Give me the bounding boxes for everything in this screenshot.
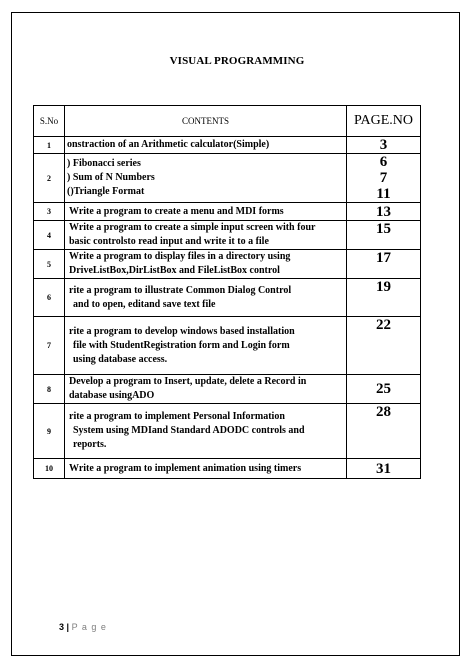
table-header-row [34, 106, 421, 137]
table-row [34, 250, 421, 279]
row-sno: 3 [34, 203, 65, 221]
content-line: database usingADO [69, 390, 155, 401]
row-page-number [347, 404, 421, 459]
header-sno: S.No [34, 106, 65, 137]
page-number: 3 [379, 137, 388, 153]
row-content [65, 404, 347, 459]
page-number: 19 [376, 279, 391, 295]
content-line: file with StudentRegistration form and Login form [73, 339, 290, 351]
content-line: Write a program to implement animation using timers [69, 462, 302, 474]
table-row [34, 375, 421, 404]
table-row [34, 154, 421, 203]
content-line: DriveListBox,DirListBox and FileListBox control [69, 265, 280, 276]
page-number: 28 [376, 404, 391, 420]
page-number: 22 [376, 317, 391, 333]
row-page-number [347, 250, 421, 279]
content-line: System using MDIand Standard ADODC controls and [73, 425, 305, 436]
content-line: rite a program to implement Personal Information [69, 411, 285, 422]
row-page-number [347, 459, 421, 479]
row-page-number [347, 279, 421, 317]
row-content [65, 375, 347, 404]
row-sno: 4 [34, 221, 65, 250]
table-row [34, 459, 421, 479]
content-line: reports. [73, 439, 107, 450]
content-line: ()Triangle Format [67, 186, 145, 197]
row-sno: 6 [34, 279, 65, 317]
page-number: 15 [376, 221, 391, 237]
row-page-number [347, 221, 421, 250]
row-sno: 9 [34, 404, 65, 459]
content-line: basic controlsto read input and write it to a file [69, 236, 269, 247]
page-number: 6 [379, 154, 388, 170]
page-number: 11 [376, 186, 391, 202]
page-number: 31 [376, 460, 391, 477]
content-line: and to open, editand save text file [73, 298, 216, 310]
row-page-number [347, 203, 421, 221]
row-content [65, 137, 347, 154]
row-page-number [347, 137, 421, 154]
content-line: rite a program to illustrate Common Dialog Control [69, 284, 292, 296]
content-line: Write a program to display files in a directory using [69, 251, 291, 262]
row-content [65, 203, 347, 221]
row-sno: 8 [34, 375, 65, 404]
document-title: VISUAL PROGRAMMING [169, 55, 305, 67]
content-line: onstraction of an Arithmetic calculator(Simple) [67, 139, 270, 150]
row-sno: 7 [34, 317, 65, 375]
content-line: ) Fibonacci series [67, 158, 141, 169]
row-content [65, 250, 347, 279]
row-content [65, 154, 347, 203]
row-sno: 2 [34, 154, 65, 203]
table-row [34, 279, 421, 317]
contents-table [33, 105, 421, 479]
table-row [34, 221, 421, 250]
footer-separator: | [66, 622, 70, 632]
content-line: Write a program to create a simple input screen with four [69, 222, 316, 233]
page-number: 17 [376, 250, 391, 266]
row-sno: 1 [34, 137, 65, 154]
footer-page-label: P a g e [71, 622, 107, 632]
page-number: 13 [376, 203, 391, 220]
content-line: Write a program to create a menu and MDI forms [69, 205, 284, 217]
row-page-number [347, 317, 421, 375]
row-sno: 5 [34, 250, 65, 279]
row-content [65, 221, 347, 250]
row-sno: 10 [34, 459, 65, 479]
row-content [65, 459, 347, 479]
content-line: using database access. [73, 353, 168, 365]
header-contents: CONTENTS [65, 106, 347, 137]
header-page-no: PAGE.NO [347, 106, 421, 137]
content-line: Develop a program to Insert, update, delete a Record in [69, 376, 307, 387]
row-content [65, 317, 347, 375]
content-line: ) Sum of N Numbers [67, 172, 155, 183]
table-row [34, 203, 421, 221]
row-page-number [347, 154, 421, 203]
footer-page-number: 3 [59, 622, 65, 632]
table-row [34, 317, 421, 375]
page-footer [59, 622, 107, 632]
content-line: rite a program to develop windows based installation [69, 325, 295, 337]
page-number: 7 [379, 170, 388, 186]
table-row [34, 137, 421, 154]
page-number: 25 [376, 381, 391, 397]
row-content [65, 279, 347, 317]
row-page-number [347, 375, 421, 404]
table-row [34, 404, 421, 459]
